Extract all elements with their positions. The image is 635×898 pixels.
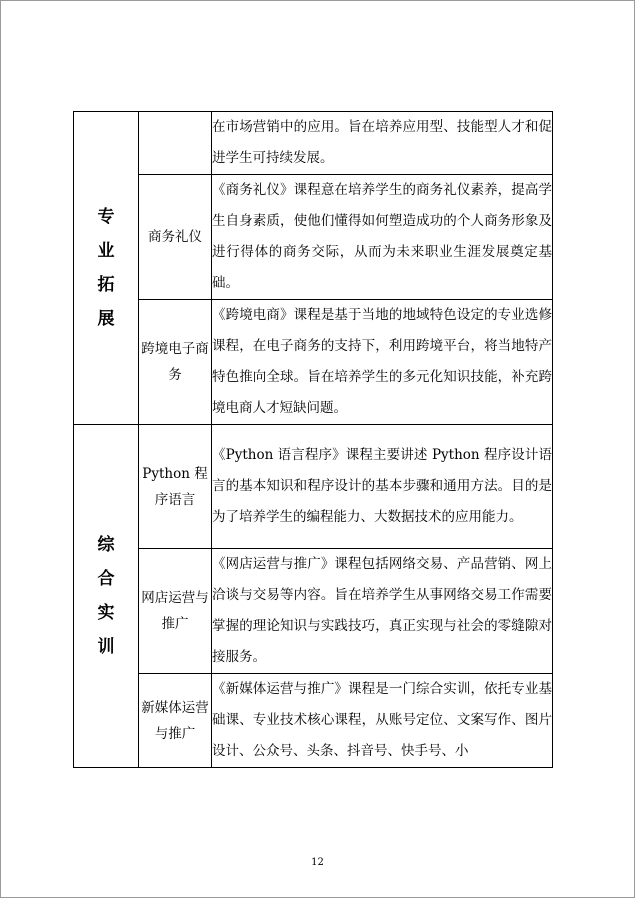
table-row	[74, 300, 553, 425]
category-cell-professional-extension	[74, 112, 139, 425]
course-description: 《新媒体运营与推广》课程是一门综合实训，依托专业基础课、专业技术核心课程，从账号定位、文案写作、图片设计、公众号、头条、抖音号、快手号、小	[212, 674, 553, 768]
table-row	[74, 112, 553, 175]
category-char: 专	[97, 206, 115, 227]
category-char: 综	[97, 534, 115, 555]
course-description: 在市场营销中的应用。旨在培养应用型、技能型人才和促进学生可持续发展。	[212, 112, 553, 175]
course-description: 《Python 语言程序》课程主要讲述 Python 程序设计语言的基本知识和程序设计的基本步骤和通用方法。目的是为了培养学生的编程能力、大数据技术的应用能力。	[212, 425, 553, 549]
course-name: 新媒体运营与推广	[139, 674, 212, 768]
course-name: Python 程序语言	[139, 425, 212, 549]
course-name: 商务礼仪	[139, 175, 212, 300]
course-description: 《商务礼仪》课程意在培养学生的商务礼仪素养，提高学生自身素质，使他们懂得如何塑造成功的个人商务形象及进行得体的商务交际，从而为未来职业生涯发展奠定基础。	[212, 175, 553, 300]
category-char: 合	[97, 568, 115, 589]
table-row	[74, 549, 553, 674]
curriculum-table	[73, 111, 553, 768]
category-char: 拓	[97, 274, 115, 295]
category-char: 实	[97, 602, 115, 623]
table-row	[74, 674, 553, 768]
course-description: 《跨境电商》课程是基于当地的地域特色设定的专业选修课程，在电子商务的支持下，利用跨境平台，将当地特产特色推向全球。旨在培养学生的多元化知识技能，补充跨境电商人才短缺问题。	[212, 300, 553, 425]
course-name	[139, 112, 212, 175]
course-name: 网店运营与推广	[139, 549, 212, 674]
page-number: 12	[311, 857, 324, 868]
course-name: 跨境电子商务	[139, 300, 212, 425]
table-row	[74, 175, 553, 300]
category-char: 训	[97, 636, 115, 657]
category-char: 展	[97, 308, 115, 329]
category-char: 业	[97, 240, 115, 261]
table-row	[74, 425, 553, 549]
course-description: 《网店运营与推广》课程包括网络交易、产品营销、网上洽谈与交易等内容。旨在培养学生从事网络交易工作需要掌握的理论知识与实践技巧，真正实现与社会的零缝隙对接服务。	[212, 549, 553, 674]
category-cell-comprehensive-training	[74, 425, 139, 768]
